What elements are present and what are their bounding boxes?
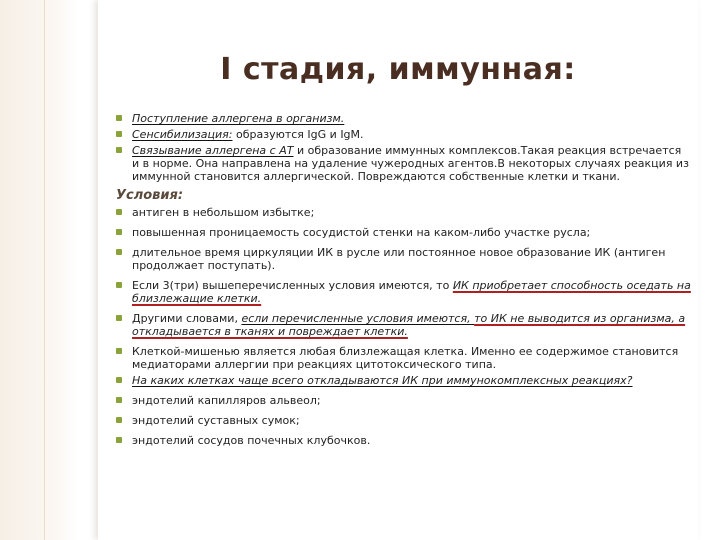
item-text: образуются IgG и IgM. [232,128,364,141]
slide-title: I стадия, иммунная: [220,52,576,87]
list-item [116,414,691,427]
list-item [116,112,691,125]
item-emphasis-red: ИК приобретает способность оседать на близлежащие клетки. [132,279,691,305]
item-text: повышенная проницаемость сосудистой стенки на каком-либо участке русла; [132,226,591,239]
left-decorative-band [0,0,78,540]
slide-content [116,112,691,447]
item-emphasis-red: то ИК не выводится из организма, а откладывается в тканях и повреждает клетки. [132,312,686,338]
list-item [116,312,691,338]
list-item [116,128,691,141]
item-text: Другими словами, [132,312,242,325]
list-item [116,246,691,272]
list-item [116,374,691,387]
item-text: Если 3(три) вышеперечисленных условия имеются, то [132,279,453,292]
question-text: На каких клетках чаще всего откладываются ИК при иммунокомплексных реакциях? [132,374,633,387]
item-text: длительное время циркуляции ИК в русле или постоянное новое образование ИК (антиген продолжает поступать). [132,246,666,272]
top-bullet-list [116,112,691,183]
item-text: эндотелий суставных сумок; [132,414,300,427]
item-emphasis: если перечисленные условия имеются, [241,312,475,325]
list-item [116,144,691,183]
list-item [116,206,691,219]
list-item [116,345,691,371]
list-item [116,394,691,407]
item-text: антиген в небольшом избытке; [132,206,315,219]
item-text: Клеткой-мишенью является любая близлежащая клетка. Именно ее содержимое становится медиаторами аллергии при реакциях цитотоксического типа. [132,345,679,371]
item-emphasis: Связывание аллергена с АТ [132,144,294,157]
list-item [116,279,691,305]
item-text: и образование иммунных комплексов.Такая реакция встречается и в норме. Она направлена на удаление чужеродных агентов.В некоторых случаях реакция из иммунной становится аллергической. Повреждаются собственные клетки и ткани. [132,144,689,183]
list-item [116,434,691,447]
item-text: эндотелий сосудов почечных клубочков. [132,434,371,447]
conditions-list [116,206,691,447]
slide [98,0,698,540]
list-item [116,226,691,239]
item-emphasis: Поступление аллергена в организм. [132,112,345,125]
item-text: эндотелий капилляров альвеол; [132,394,321,407]
conditions-heading: Условия: [116,188,184,203]
item-emphasis: Сенсибилизация: [132,128,233,141]
